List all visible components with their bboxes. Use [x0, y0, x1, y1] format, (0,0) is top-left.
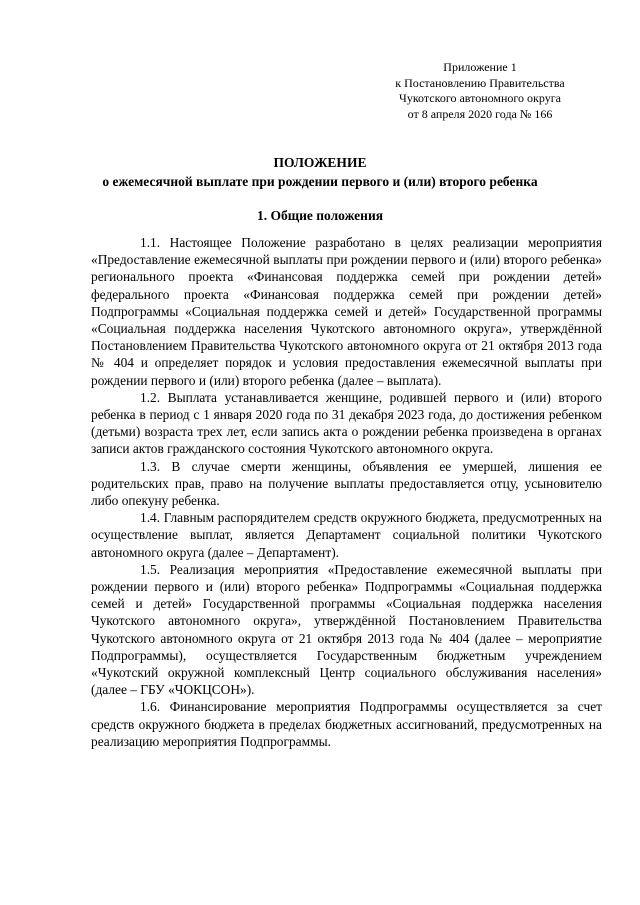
appendix-block [340, 60, 620, 122]
appendix-date-number: от 8 апреля 2020 года № 166 [407, 106, 553, 121]
paragraph-1-4: 1.4. Главным распорядителем средств окружного бюджета, предусмотренных на осуществление выплат, является Департамент социальной политики Чукотского автономного округа (далее – Департамент). [91, 510, 602, 560]
paragraph-1-6: 1.6. Финансирование мероприятия Подпрограммы осуществляется за счет средств окружного бюджета в пределах бюджетных ассигнований, предусмотренных на реализацию мероприятия Подпрограммы. [91, 699, 602, 749]
paragraph-1-2: 1.2. Выплата устанавливается женщине, родившей первого и (или) второго ребенка в период с 1 января 2020 года по 31 декабря 2023 года, до достижения ребенком (детьми) возраста трех лет, если запись акта о рождении ребенка произведена в органах записи актов гражданского состояния Чукотского автономного округа. [91, 389, 602, 457]
section-heading: 1. Общие положения [256, 208, 384, 223]
document-subtitle: о ежемесячной выплате при рождении первого и (или) второго ребенка [102, 174, 538, 189]
appendix-issuer: Чукотского автономного округа [399, 91, 561, 105]
appendix-reference: к Постановлению Правительства [395, 75, 565, 90]
document-body [91, 234, 602, 750]
paragraph-1-1: 1.1. Настоящее Положение разработано в целях реализации мероприятия «Предоставление ежемесячной выплаты при рождении первого и (или) второго ребенка» регионального проекта «Финансовая поддержка семей при рождении детей» федерального проекта «Финансовая поддержка семей при рождении детей» Подпрограммы «Социальная поддержка семей и детей» Государственной программы «Социальная поддержка населения Чукотского автономного округа», утверждённой Постановлением Правительства Чукотского автономного округа от 21 октября 2013 года № 404 и определяет порядок и условия предоставления ежемесячной выплаты при рождении первого и (или) второго ребенка (далее – выплата). [91, 235, 602, 388]
paragraph-1-5: 1.5. Реализация мероприятия «Предоставление ежемесячной выплаты при рождении первого и (или) второго ребенка» Подпрограммы «Социальная поддержка семей и детей» Государственной программы «Социальная поддержка населения Чукотского автономного округа», утверждённой Постановлением Правительства Чукотского автономного округа от 21 октября 2013 года № 404 (далее – мероприятие Подпрограммы), осуществляется Государственным бюджетным учреждением «Чукотский окружной комплексный Центр социального обслуживания населения» (далее – ГБУ «ЧОКЦСОН»). [91, 561, 602, 698]
paragraph-1-3: 1.3. В случае смерти женщины, объявления ее умершей, лишения ее родительских прав, право на получение выплаты предоставляется отцу, усыновителю либо опекуну ребенка. [91, 458, 602, 509]
appendix-number: Приложение 1 [443, 60, 517, 74]
document-title: ПОЛОЖЕНИЕ [273, 155, 367, 170]
